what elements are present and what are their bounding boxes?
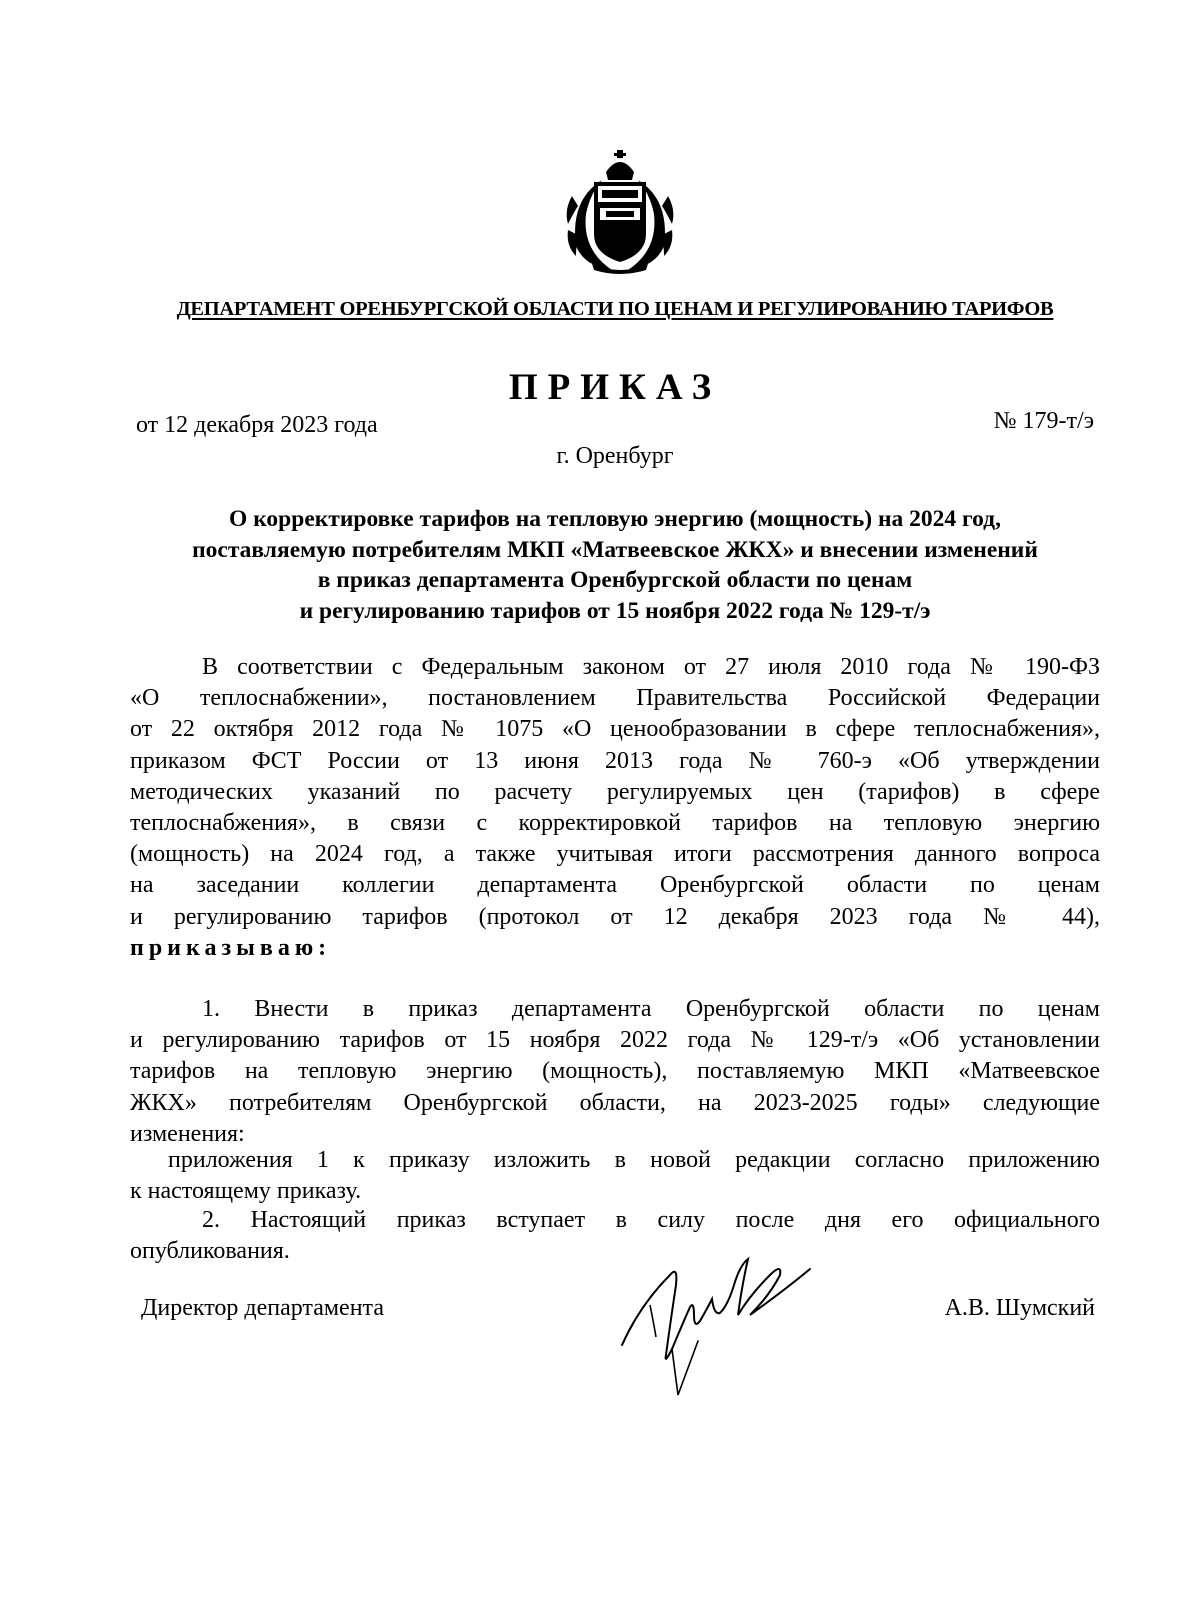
text-line: и регулированию тарифов от 15 ноября 2022 года № 129-т/э «Об установлении [130, 1027, 1100, 1054]
text-line: «О теплоснабжении», постановлением Правительства Российской Федерации [130, 685, 1100, 712]
subject-line: О корректировке тарифов на тепловую энергию (мощность) на 2024 год, [229, 506, 1001, 532]
text-line: методических указаний по расчету регулируемых цен (тарифов) в сфере [130, 778, 1100, 805]
text-line: В соответствии с Федеральным законом от 27 июля 2010 года № 190-ФЗ [202, 654, 1100, 680]
document-number: № 179-т/э [993, 408, 1094, 434]
signatory-position: Директор департамента [141, 1295, 384, 1321]
subject-line: и регулированию тарифов от 15 ноября 2022 года № 129-т/э [299, 597, 931, 624]
order-word: приказываю: [130, 934, 332, 961]
text-line: ЖКХ» потребителям Оренбургской области, на 2023-2025 годы» следующие [130, 1089, 1100, 1116]
subject-line: в приказ департамента Оренбургской области по ценам [317, 567, 913, 593]
text-line: 2. Настоящий приказ вступает в силу после дня его официального [202, 1207, 1100, 1233]
text-line: тарифов на тепловую энергию (мощность), поставляемую МКП «Матвеевское [130, 1058, 1100, 1085]
document-subject [110, 504, 1120, 626]
text-line: на заседании коллегии департамента Оренбургской области по ценам [130, 872, 1100, 899]
item-1-paragraph [130, 994, 1100, 1150]
preamble-paragraph [130, 652, 1100, 964]
text-line: опубликования. [130, 1238, 290, 1265]
text-line: и регулированию тарифов (протокол от 12 декабря 2023 года № 44), [130, 903, 1100, 930]
text-line: (мощность) на 2024 год, а также учитывая итоги рассмотрения данного вопроса [130, 841, 1100, 868]
text-line: приказом ФСТ России от 13 июня 2013 года № 760-э «Об утверждении [130, 747, 1100, 774]
document-city: г. Оренбург [556, 443, 674, 469]
department-name: ДЕПАРТАМЕНТ ОРЕНБУРГСКОЙ ОБЛАСТИ ПО ЦЕНАМ И РЕГУЛИРОВАНИЮ ТАРИФОВ [176, 298, 1054, 320]
handwritten-signature-icon [610, 1245, 830, 1405]
item-1-subparagraph [130, 1145, 1100, 1207]
subject-line: поставляемую потребителям МКП «Матвеевское ЖКХ» и внесении изменений [192, 536, 1038, 563]
document-type-title: ПРИКАЗ [508, 367, 722, 408]
coat-of-arms-icon [562, 150, 678, 274]
signatory-name: А.В. Шумский [944, 1295, 1095, 1321]
document-date: от 12 декабря 2023 года [136, 412, 378, 438]
text-line: от 22 октября 2012 года № 1075 «О ценообразовании в сфере теплоснабжения», [130, 716, 1100, 743]
text-line: приложения 1 к приказу изложить в новой редакции согласно приложению [168, 1147, 1100, 1173]
text-line: изменения: [130, 1120, 245, 1147]
text-line: к настоящему приказу. [130, 1178, 362, 1205]
text-line: 1. Внести в приказ департамента Оренбургской области по ценам [202, 996, 1100, 1022]
text-line: теплоснабжения», в связи с корректировкой тарифов на тепловую энергию [130, 810, 1100, 837]
